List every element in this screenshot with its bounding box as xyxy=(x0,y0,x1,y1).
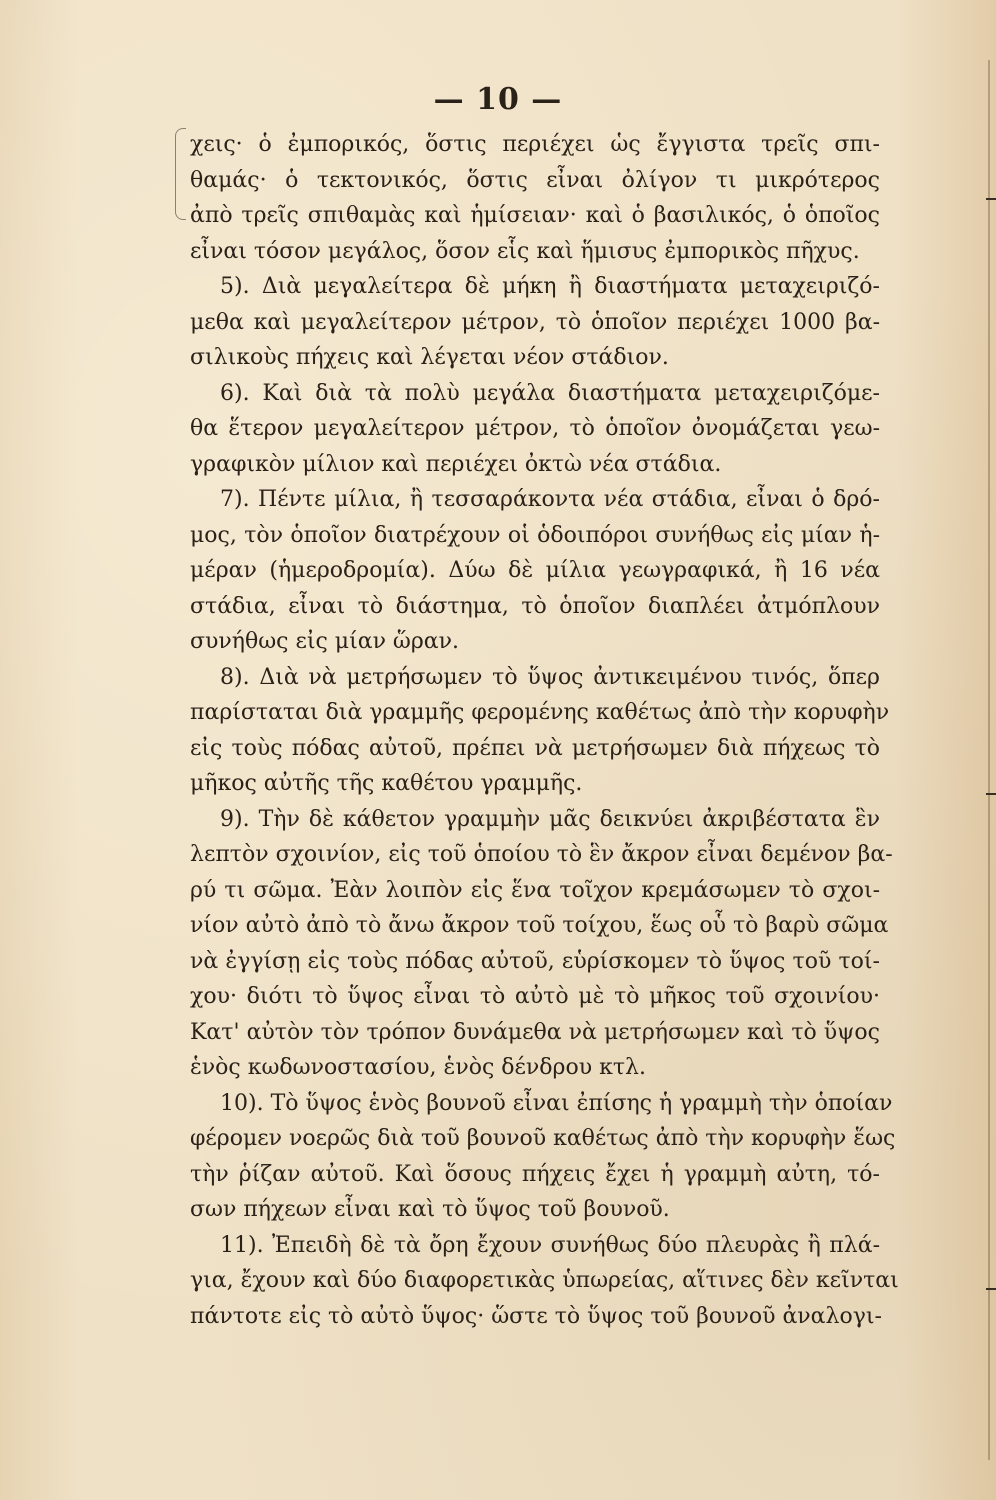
text-line: στάδια, εἶναι τὸ διάστημα, τὸ ὁποῖον διαπλέει ἀτμόπλουν xyxy=(190,593,880,619)
text-line: 6). Καὶ διὰ τὰ πολὺ μεγάλα διαστήματα μεταχειριζόμε- xyxy=(220,380,880,406)
page-edge-shadow xyxy=(988,60,990,1460)
text-line: νὰ ἐγγίσῃ εἰς τοὺς πόδας αὐτοῦ, εὑρίσκομεν τὸ ὕψος τοῦ τοί- xyxy=(190,948,880,974)
text-line: λεπτὸν σχοινίον, εἰς τοῦ ὁποίου τὸ ἓν ἄκρον εἶναι δεμένον βα- xyxy=(190,842,893,867)
edge-mark xyxy=(986,1288,996,1290)
text-line: σων πήχεων εἶναι καὶ τὸ ὕψος τοῦ βουνοῦ. xyxy=(190,1197,670,1222)
text-line: 5). Διὰ μεγαλείτερα δὲ μήκη ἢ διαστήματα μεταχειριζό- xyxy=(220,274,880,299)
text-line: νίον αὐτὸ ἀπὸ τὸ ἄνω ἄκρον τοῦ τοίχου, ἕως οὗ τὸ βαρὺ σῶμα xyxy=(190,913,889,938)
text-line: για, ἔχουν καὶ δύο διαφορετικὰς ὑπωρείας, αἵτινες δὲν κεῖνται xyxy=(190,1268,899,1293)
margin-bracket-mark xyxy=(175,128,186,220)
text-line: ἀπὸ τρεῖς σπιθαμὰς καὶ ἡμίσειαν· καὶ ὁ βασιλικός, ὁ ὁποῖος xyxy=(190,203,880,228)
text-line: εἶναι τόσον μεγάλος, ὅσον εἷς καὶ ἥμισυς ἐμπορικὸς πῆχυς. xyxy=(190,238,860,264)
page-number: — 10 — xyxy=(433,82,563,117)
text-line: 9). Τὴν δὲ κάθετον γραμμὴν μᾶς δεικνύει ἀκριβέστατα ἓν xyxy=(220,806,880,832)
text-line: ρύ τι σῶμα. Ἐὰν λοιπὸν εἰς ἕνα τοῖχον κρεμάσωμεν τὸ σχοι- xyxy=(190,877,880,903)
text-line: γραφικὸν μίλιον καὶ περιέχει ὀκτὼ νέα στάδια. xyxy=(190,451,722,477)
text-line: μέραν (ἡμεροδρομία). Δύω δὲ μίλια γεωγραφικά, ἢ 16 νέα xyxy=(190,558,880,583)
text-line: 11). Ἐπειδὴ δὲ τὰ ὄρη ἔχουν συνήθως δύο πλευρὰς ἢ πλά- xyxy=(220,1232,880,1258)
text-line: θα ἕτερον μεγαλείτερον μέτρον, τὸ ὁποῖον ὀνομάζεται γεω- xyxy=(190,416,880,441)
edge-mark xyxy=(986,198,996,200)
text-line: 8). Διὰ νὰ μετρήσωμεν τὸ ὕψος ἀντικειμένου τινός, ὅπερ xyxy=(220,664,880,690)
text-line: πάντοτε εἰς τὸ αὐτὸ ὕψος· ὥστε τὸ ὕψος τοῦ βουνοῦ ἀναλογι- xyxy=(190,1303,882,1329)
text-line: φέρομεν νοερῶς διὰ τοῦ βουνοῦ καθέτως ἀπὸ τὴν κορυφὴν ἕως xyxy=(190,1126,896,1151)
text-line: ἑνὸς κωδωνοστασίου, ἑνὸς δένδρου κτλ. xyxy=(190,1055,646,1080)
text-line: μῆκος αὐτῆς τῆς καθέτου γραμμῆς. xyxy=(190,771,583,796)
text-line: σιλικοὺς πήχεις καὶ λέγεται νέον στάδιον. xyxy=(190,345,669,370)
edge-mark xyxy=(986,793,996,795)
text-line: Κατ' αὐτὸν τὸν τρόπον δυνάμεθα νὰ μετρήσωμεν καὶ τὸ ὕψος xyxy=(190,1019,880,1045)
text-line: παρίσταται διὰ γραμμῆς φερομένης καθέτως ἀπὸ τὴν κορυφὴν xyxy=(190,700,890,725)
text-line: χεις· ὁ ἐμπορικός, ὅστις περιέχει ὡς ἔγγιστα τρεῖς σπι- xyxy=(190,132,880,157)
text-line: 7). Πέντε μίλια, ἢ τεσσαράκοντα νέα στάδια, εἶναι ὁ δρό- xyxy=(220,487,880,512)
text-line: εἰς τοὺς πόδας αὐτοῦ, πρέπει νὰ μετρήσωμεν διὰ πήχεως τὸ xyxy=(190,735,880,761)
page-text xyxy=(190,127,899,1334)
text-line: συνήθως εἰς μίαν ὥραν. xyxy=(190,629,460,654)
text-line: 10). Τὸ ὕψος ἑνὸς βουνοῦ εἶναι ἐπίσης ἡ γραμμὴ τὴν ὁποίαν xyxy=(220,1090,893,1116)
text-line: τὴν ῥίζαν αὐτοῦ. Καὶ ὅσους πήχεις ἔχει ἡ γραμμὴ αὐτη, τό- xyxy=(190,1161,880,1187)
text-line: μος, τὸν ὁποῖον διατρέχουν οἱ ὁδοιπόροι συνήθως εἰς μίαν ἡ- xyxy=(190,522,880,548)
text-line: θαμάς· ὁ τεκτονικός, ὅστις εἶναι ὀλίγον τι μικρότερος xyxy=(190,167,880,193)
text-line: χου· διότι τὸ ὕψος εἶναι τὸ αὐτὸ μὲ τὸ μῆκος τοῦ σχοινίου· xyxy=(190,984,880,1009)
text-line: μεθα καὶ μεγαλείτερον μέτρον, τὸ ὁποῖον περιέχει 1000 βα- xyxy=(190,309,880,335)
